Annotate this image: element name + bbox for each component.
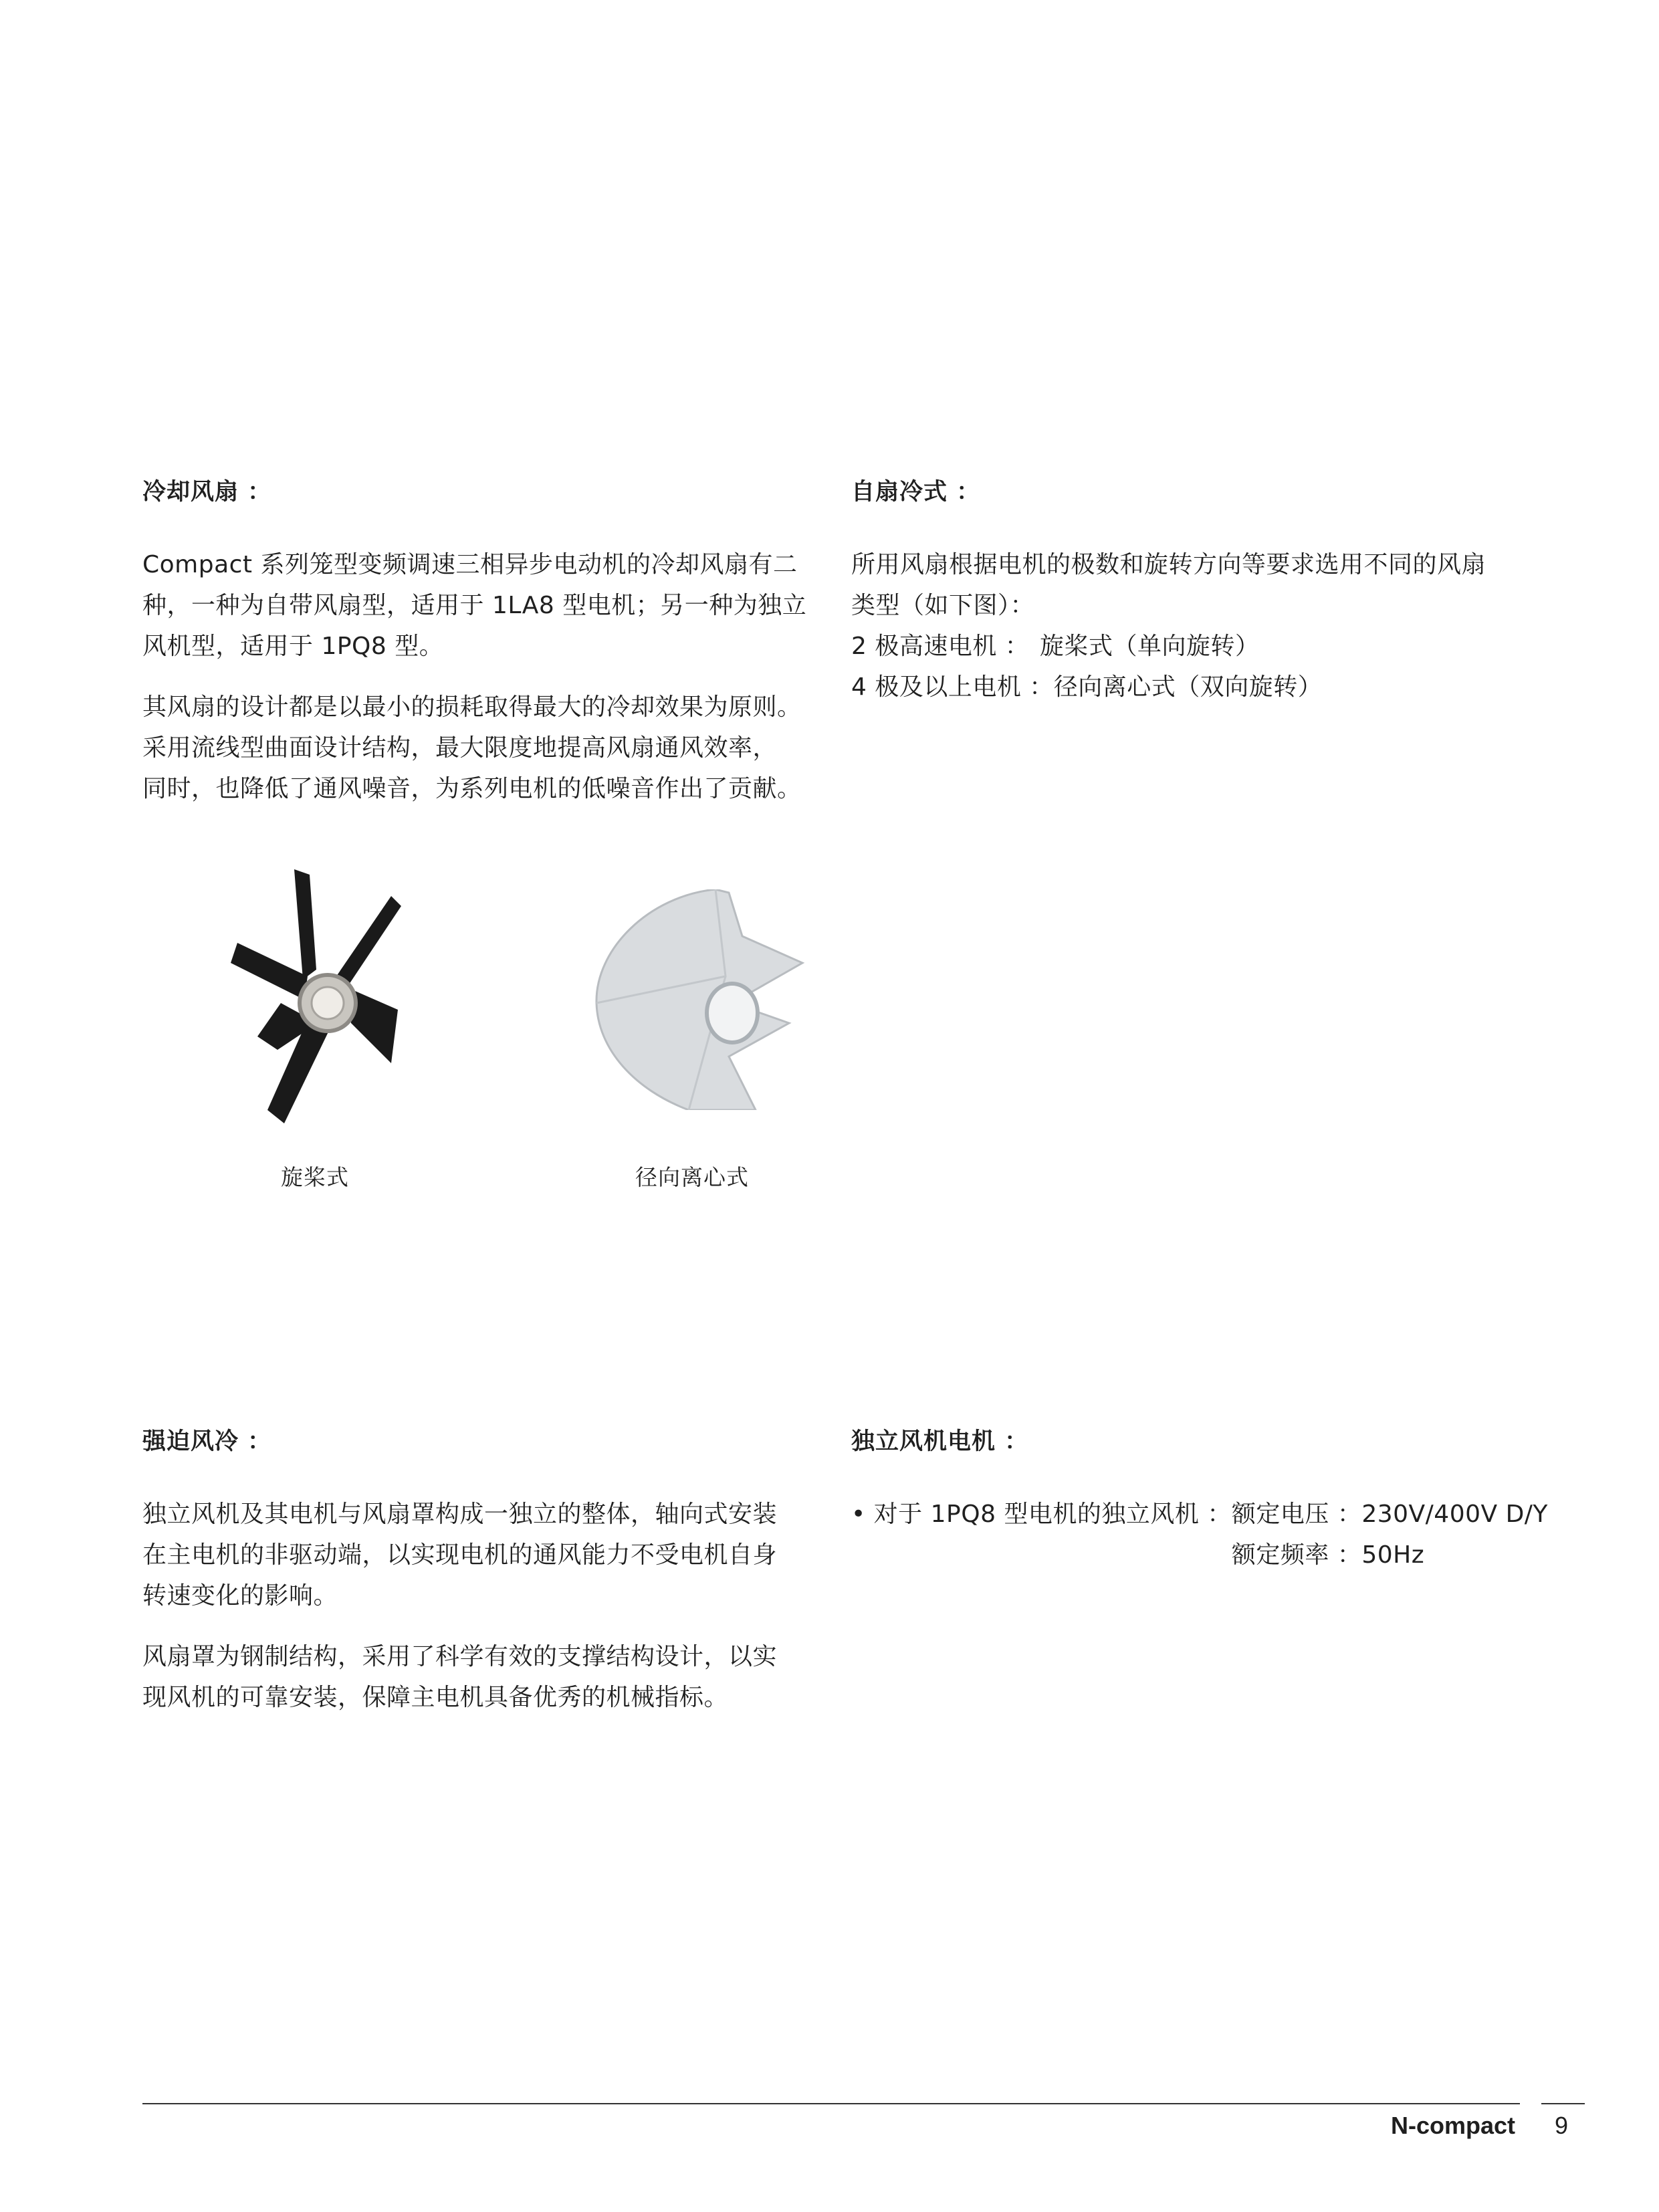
- cooling-fan-p1-line3: 风机型，适用于 1PQ8 型。: [142, 633, 444, 660]
- forced-air-p1-line3: 转速变化的影响。: [142, 1582, 338, 1610]
- self-fan-heading: 自扇冷式 ：: [851, 479, 981, 506]
- self-fan-row2-label: 4 极及以上电机 ：: [851, 673, 1054, 701]
- cooling-fan-p2-line2: 采用流线型曲面设计结构，最大限度地提高风扇通风效率，: [142, 734, 778, 762]
- propeller-hub-bore: [312, 987, 344, 1019]
- self-fan-line2: 类型（如下图）：: [851, 592, 1035, 619]
- self-fan-row1-label: 2 极高速电机 ：: [851, 633, 1030, 660]
- self-fan-line1: 所用风扇根据电机的极数和旋转方向等要求选用不同的风扇: [851, 551, 1486, 578]
- forced-air-p1-line2: 在主电机的非驱动端，以实现电机的通风能力不受电机自身: [142, 1541, 778, 1569]
- self-fan-row2-value: 径向离心式（双向旋转）: [1053, 673, 1323, 701]
- radial-fan-body: [596, 889, 802, 1110]
- forced-air-section: [142, 1423, 824, 1718]
- independent-fan-section: [851, 1423, 1560, 1575]
- self-fan-row1-value: 旋桨式（单向旋转）: [1040, 633, 1260, 660]
- cooling-fan-heading: 冷却风扇 ：: [142, 479, 272, 506]
- footer-brand: N-compact: [1391, 2112, 1516, 2139]
- forced-air-p1-line1: 独立风机及其电机与风扇罩构成一独立的整体，轴向式安装: [142, 1501, 778, 1528]
- independent-fan-frequency: 额定频率 ：50Hz: [1231, 1541, 1425, 1569]
- footer-rule-page: [1541, 2103, 1585, 2104]
- independent-fan-bullet: • 对于 1PQ8 型电机的独立风机 ：: [851, 1501, 1232, 1528]
- independent-fan-voltage: 额定电压 ：230V/400V D/Y: [1231, 1501, 1548, 1528]
- self-fan-row1: [851, 626, 1560, 667]
- cooling-fan-p1-line2: 种，一种为自带风扇型，适用于 1LA8 型电机；另一种为独立: [142, 592, 807, 619]
- radial-fan-hub: [707, 984, 758, 1042]
- radial-fan-image: [588, 889, 809, 1110]
- cooling-fan-p2-line1: 其风扇的设计都是以最小的损耗取得最大的冷却效果为原则。: [142, 693, 802, 721]
- cooling-fan-p2-line3: 同时，也降低了通风噪音，为系列电机的低噪音作出了贡献。: [142, 775, 802, 802]
- footer-rule: [142, 2103, 1520, 2104]
- radial-caption: 径向离心式: [635, 1164, 749, 1190]
- propeller-caption: 旋桨式: [281, 1164, 349, 1190]
- self-fan-section: [851, 473, 1560, 707]
- cooling-fan-section: [142, 473, 824, 809]
- page-number: 9: [1555, 2112, 1569, 2139]
- forced-air-heading: 强迫风冷 ：: [142, 1428, 272, 1455]
- forced-air-p2-line2: 现风机的可靠安装，保障主电机具备优秀的机械指标。: [142, 1684, 729, 1711]
- self-fan-row2: [851, 667, 1560, 707]
- independent-fan-heading: 独立风机电机 ：: [851, 1428, 1029, 1455]
- propeller-fan-image: [231, 869, 405, 1123]
- forced-air-p2-line1: 风扇罩为钢制结构，采用了科学有效的支撑结构设计，以实: [142, 1643, 778, 1670]
- cooling-fan-p1-line1: Compact 系列笼型变频调速三相异步电动机的冷却风扇有二: [142, 551, 798, 578]
